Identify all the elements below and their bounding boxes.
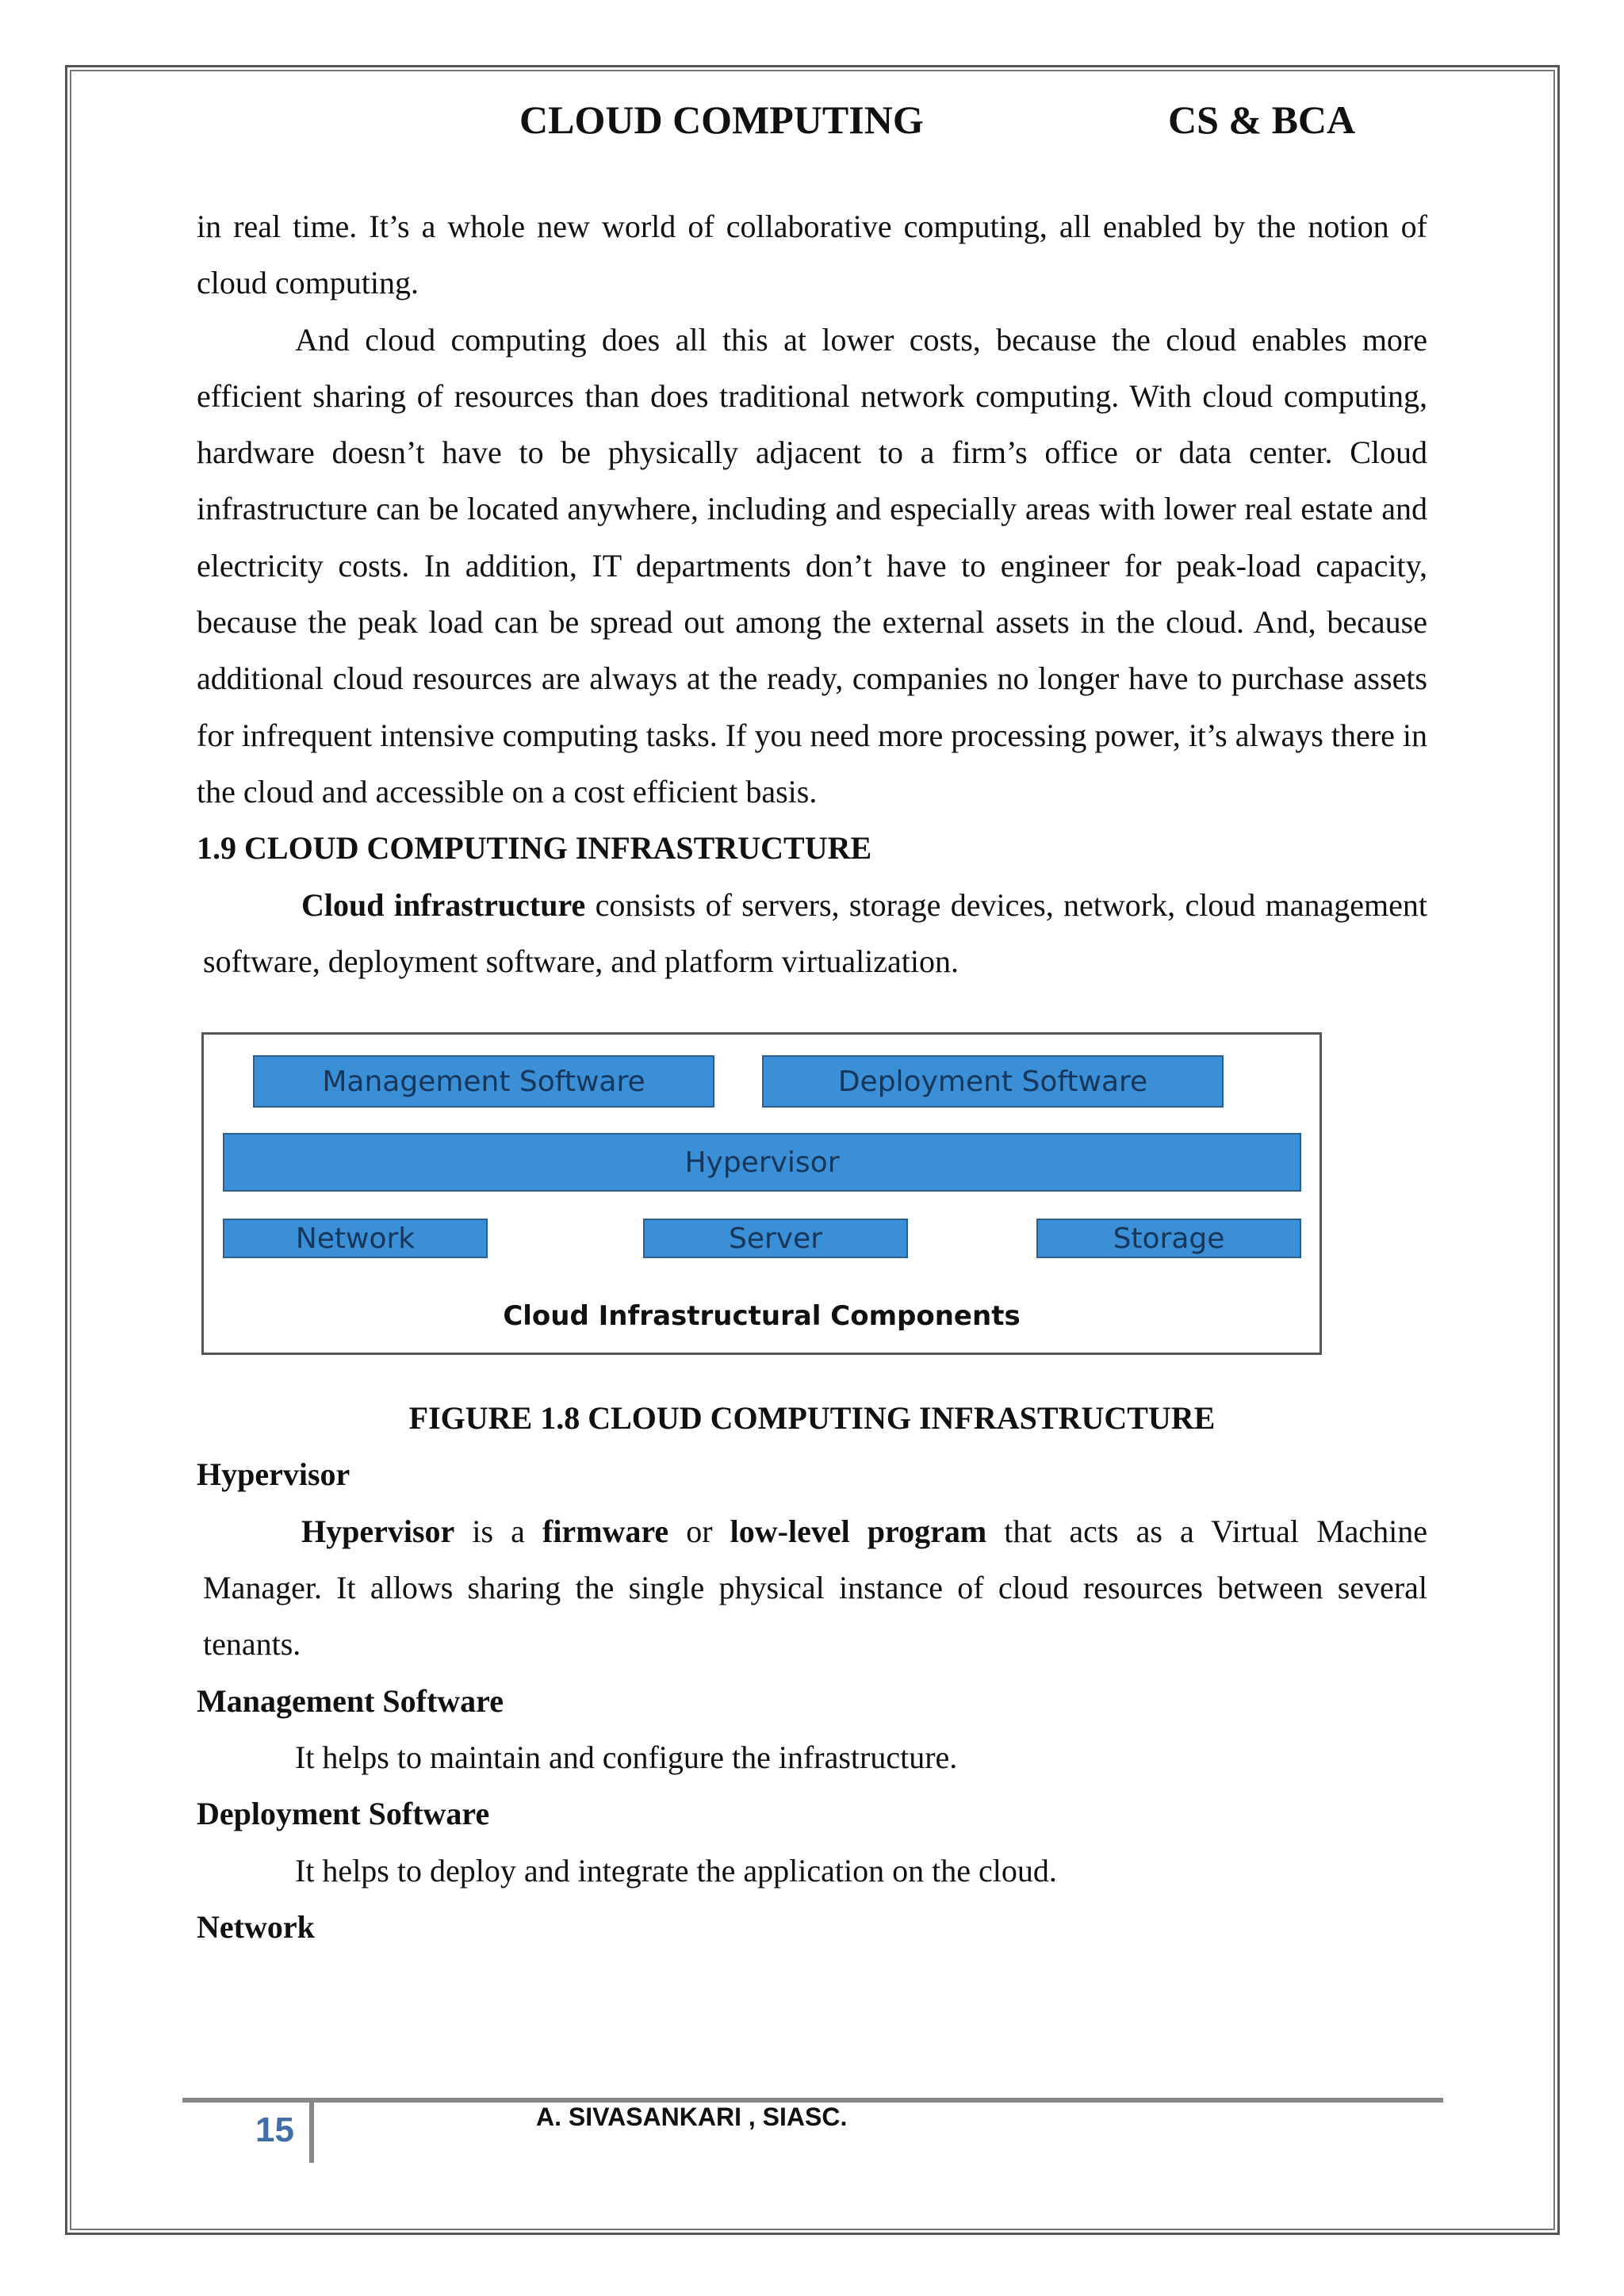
box-management-software: Management Software bbox=[253, 1055, 714, 1108]
paragraph-management-software: It helps to maintain and configure the infrastructure. bbox=[295, 1739, 958, 1775]
paragraph-hypervisor bbox=[197, 1503, 1427, 1673]
header-title: CLOUD COMPUTING bbox=[519, 98, 924, 142]
term-low-level-program: low-level program bbox=[730, 1513, 987, 1549]
infrastructure-diagram bbox=[201, 1032, 1322, 1355]
term-firmware: firmware bbox=[542, 1513, 669, 1549]
term-hypervisor: Hypervisor bbox=[301, 1513, 455, 1549]
hypervisor-text-3: that acts as a Virtual Machine Manager. It allows sharing the single physical instance of cloud resources between several tenants. bbox=[203, 1513, 1428, 1663]
paragraph-lower-costs: And cloud computing does all this at lower costs, because the cloud enables more efficient sharing of resources than does traditional network computing. With cloud computing, hardware doesn’t have to be physically adjacent to a firm’s office or data center. Cloud infrastructure can be located anywhere, including and especially areas with lower real estate and electricity costs. In addition, IT departments don’t have to engineer for peak-load capacity, because the peak load can be spread out among the external assets in the cloud. And, because additional cloud resources are always at the ready, companies no longer have to purchase assets for infrequent intensive computing tasks. If you need more processing power, it’s always there in the cloud and accessible on a cost efficient basis. bbox=[197, 321, 1427, 809]
figure-caption: FIGURE 1.8 CLOUD COMPUTING INFRASTRUCTURE bbox=[408, 1400, 1216, 1437]
header-subject: CS & BCA bbox=[1168, 98, 1356, 142]
heading-hypervisor: Hypervisor bbox=[197, 1456, 350, 1493]
section-heading: 1.9 CLOUD COMPUTING INFRASTRUCTURE bbox=[197, 830, 872, 867]
box-storage: Storage bbox=[1036, 1219, 1301, 1258]
paragraph-collaborative: in real time. It’s a whole new world of collaborative computing, all enabled by the notion of cloud computing. bbox=[197, 209, 1427, 301]
box-server: Server bbox=[643, 1219, 908, 1258]
box-hypervisor: Hypervisor bbox=[223, 1133, 1301, 1192]
page-header bbox=[0, 97, 1624, 144]
paragraph-infrastructure bbox=[197, 877, 1427, 990]
heading-management-software: Management Software bbox=[197, 1682, 504, 1719]
box-deployment-software: Deployment Software bbox=[762, 1055, 1224, 1108]
paragraph-deployment-software: It helps to deploy and integrate the application on the cloud. bbox=[295, 1852, 1057, 1888]
heading-network: Network bbox=[197, 1908, 315, 1945]
footer-separator bbox=[309, 2103, 314, 2163]
hypervisor-text-2: or bbox=[668, 1513, 730, 1549]
diagram-label: Cloud Infrastructural Components bbox=[503, 1300, 1021, 1333]
infra-description: consists of servers, storage devices, network, cloud management software, deployment software, and platform virtualization. bbox=[203, 886, 1428, 979]
hypervisor-text-1: is a bbox=[454, 1513, 542, 1549]
footer-author: A. SIVASANKARI , SIASC. bbox=[536, 2103, 848, 2131]
term-cloud-infrastructure: Cloud infrastructure bbox=[301, 886, 586, 923]
box-network: Network bbox=[223, 1219, 488, 1258]
page-number: 15 bbox=[255, 2110, 294, 2149]
heading-deployment-software: Deployment Software bbox=[197, 1796, 490, 1832]
page-content bbox=[197, 198, 1427, 1955]
